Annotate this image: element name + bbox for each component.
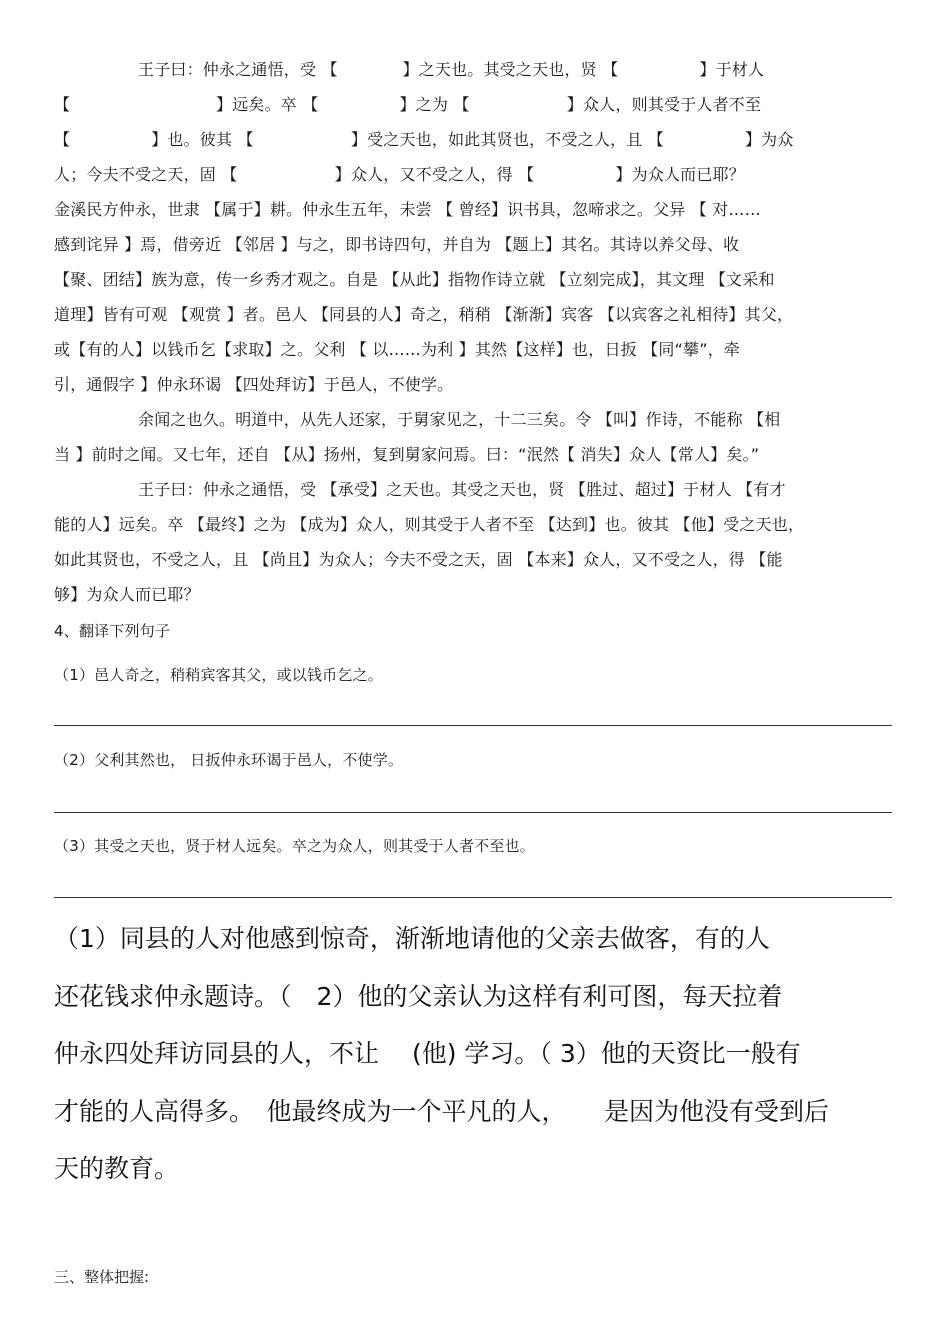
translation-question: （1）邑人奇之，稍稍宾客其父，或以钱币乞之。 [54,666,383,684]
blank-exercise-line: 【 】也。彼其 【 】受之天也，如此其贤也，不受之人，且 【 】为众 [54,130,794,149]
annotated-text-line: 【聚、团结】族为意，传一乡秀才观之。自是 【从此】指物作诗立就 【立刻完成】，其文理 【文采和 [54,270,775,289]
blank-exercise-line: 人；今夫不受之天，固 【 】众人，又不受之人，得 【 】为众人而已耶？ [54,165,745,184]
blank-exercise-line: 王子曰：仲永之通悟，受 【 】之天也。其受之天也，贤 【 】于材人 [138,60,765,79]
annotated-text-line: 金溪民方仲永，世隶 【属于】耕。仲永生五年，未尝 【 曾经】识书具，忽啼求之。父异 【 对…… [54,200,761,219]
answer-text-line: 天的教育。 [54,1154,180,1183]
translation-question: （2）父利其然也， 日扳仲永环谒于邑人，不使学。 [54,751,404,769]
answer-text-line: 才能的人高得多。 他最终成为一个平凡的人， 是因为他没有受到后 [54,1097,830,1126]
translation-heading: 4、翻译下列句子 [54,622,171,640]
annotated-text-line: 当 】前时之闻。又七年，还自 【从】扬州，复到舅家问焉。曰：“泯然【 消失】众人【常人】矣。” [54,445,760,464]
answer-line [54,897,892,898]
annotated-text-line: 王子曰：仲永之通悟，受 【承受】之天也。其受之天也，贤 【胜过、超过】于材人 【有才 [138,480,786,499]
annotated-text-line: 能的人】远矣。卒 【最终】之为 【成为】众人，则其受于人者不至 【达到】也。彼其 【他】受之天也， [54,515,805,534]
annotated-text-line: 感到诧异 】焉，借旁近 【邻居 】与之，即书诗四句，并自为 【题上】其名。其诗以养父母、收 [54,235,740,254]
answer-line [54,725,892,726]
annotated-text-line: 余闻之也久。明道中，从先人还家，于舅家见之，十二三矣。令 【叫】作诗，不能称 【相 [138,410,781,429]
annotated-text-line: 够】为众人而已耶？ [54,585,200,604]
answer-line [54,812,892,813]
section-heading: 三、整体把握: [54,1268,150,1286]
translation-question: （3）其受之天也，贤于材人远矣。卒之为众人，则其受于人者不至也。 [54,837,535,855]
answer-text-line: 还花钱求仲永题诗。（ 2）他的父亲认为这样有利可图，每天拉着 [54,982,783,1011]
annotated-text-line: 如此其贤也，不受之人，且 【尚且】为众人；今夫不受之天，固 【本来】众人，又不受之人，得 【能 [54,550,783,569]
blank-exercise-line: 【 】远矣。卒 【 】之为 【 】众人，则其受于人者不至 [54,95,762,114]
annotated-text-line: 或【有的人】以钱币乞【求取】之。父利 【 以……为利 】其然【这样】也，日扳 【同“攀”，牵 [54,340,741,359]
answer-text-line: 仲永四处拜访同县的人，不让 (他) 学习。（ 3）他的天资比一般有 [54,1039,801,1068]
annotated-text-line: 道理】皆有可观 【观赏 】者。邑人 【同县的人】奇之，稍稍 【渐渐】宾客 【以宾客之礼相待】其父， [54,305,794,324]
answer-text-line: （1）同县的人对他感到惊奇，渐渐地请他的父亲去做客，有的人 [54,924,770,953]
annotated-text-line: 引，通假字 】仲永环谒 【四处拜访】于邑人，不使学。 [54,375,454,394]
